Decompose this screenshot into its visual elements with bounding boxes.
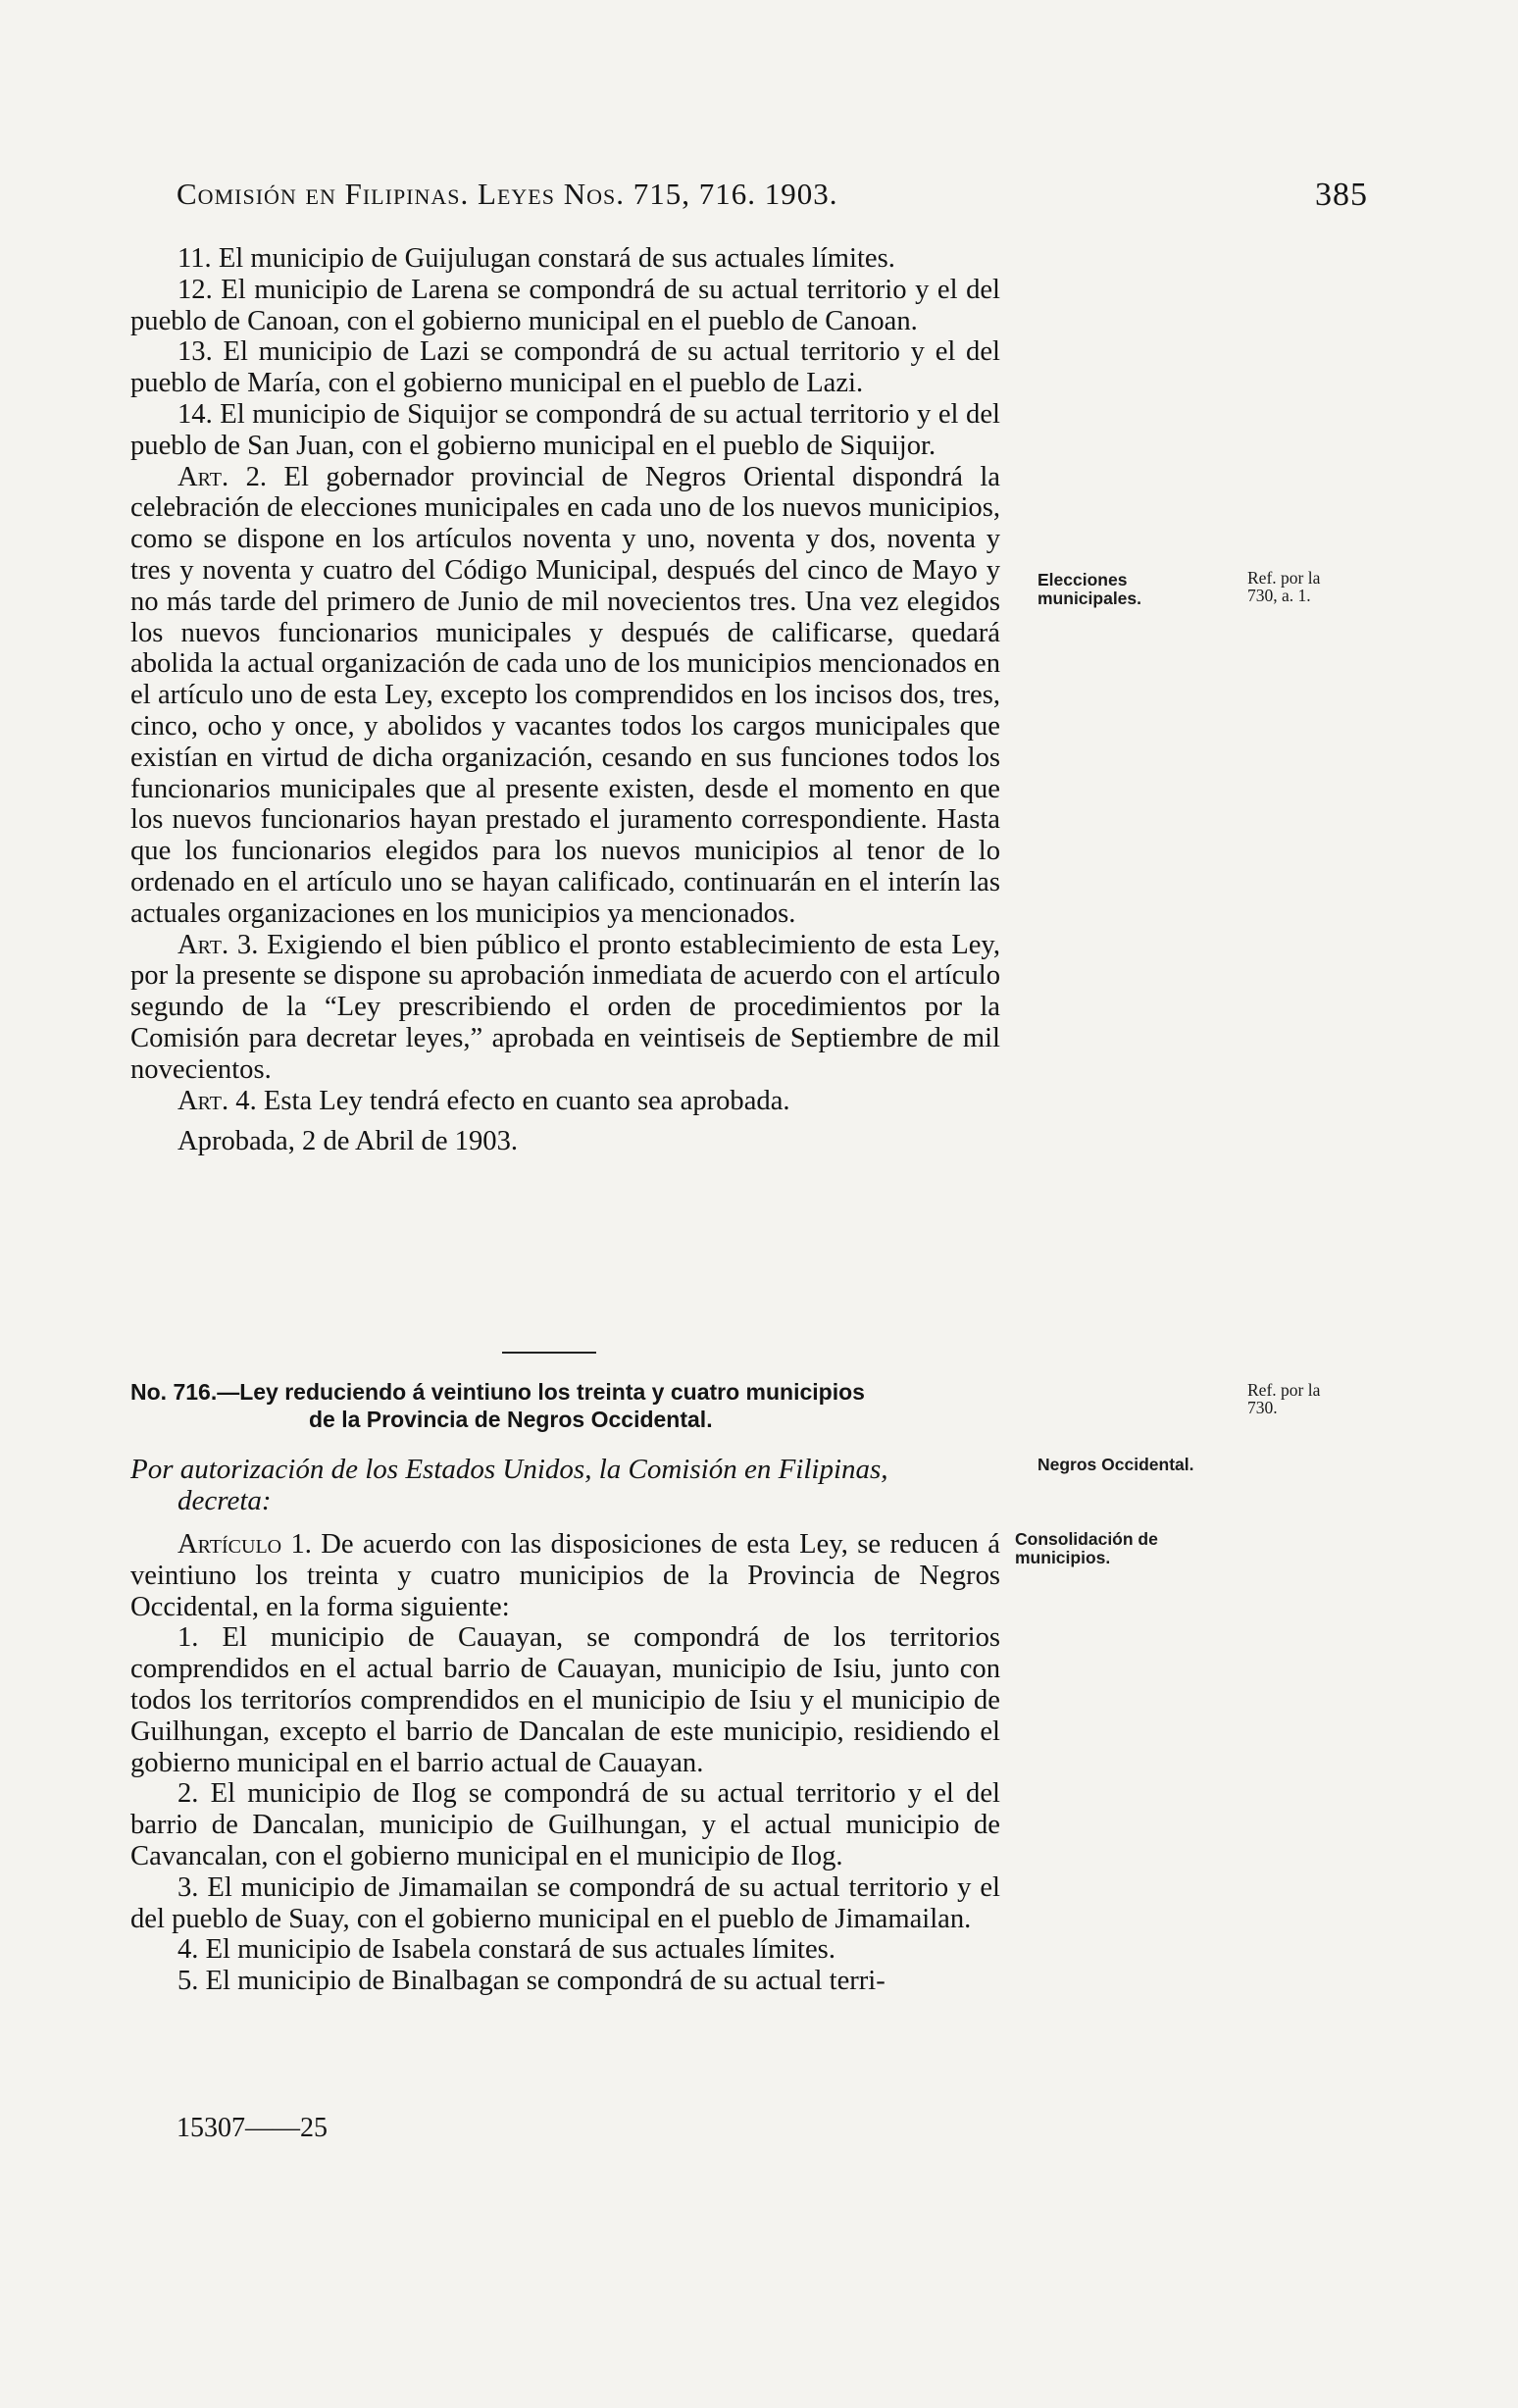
margin-note-consolidacion: Consolidación de municipios. <box>1015 1529 1158 1567</box>
item-3: 3. El municipio de Jimamailan se compondrá de su actual territorio y el del pueblo de Suay, con el gobierno municipal en el pueblo de Jimamailan. <box>130 1871 1000 1934</box>
article-2-label: Art. 2. <box>177 461 268 492</box>
section-divider <box>502 1352 596 1354</box>
margin-ref-730-a1: Ref. por la 730, a. 1. <box>1247 568 1321 605</box>
article-3-text: Exigiendo el bien público el pronto establecimiento de esta Ley, por la presente se dispone su aprobación inmediata de acuerdo con el artículo segundo de la “Ley prescribiendo el orden de procedimientos por la Comisión para decretar leyes,” aprobada en veintiseis de Septiembre de mil novecientos. <box>130 929 1000 1085</box>
signature-line: 15307——25 <box>177 2113 328 2143</box>
law-716-title <box>130 1378 1000 1433</box>
law-716-title-line2: de la Provincia de Negros Occidental. <box>309 1407 713 1432</box>
item-4: 4. El municipio de Isabela constará de sus actuales límites. <box>177 1934 835 1966</box>
enacting-line2: decreta: <box>177 1485 272 1516</box>
margin-note-elecciones: Elecciones municipales. <box>1037 570 1142 608</box>
item-1: 1. El municipio de Cauayan, se compondrá de los territorios comprendidos en el actual barrio de Cauayan, municipio de Isiu, junto con todos los territoríos comprendidos en el municipio de Isiu y el municipio de Guilhungan, excepto el barrio de Dancalan de este municipio, residiendo el gobierno municipal en el barrio actual de Cauayan. <box>130 1622 1000 1778</box>
page-number: 385 <box>1315 177 1368 213</box>
paragraph-12: 12. El municipio de Larena se compondrá de su actual territorio y el del pueblo de Canoan, con el gobierno municipal en el pueblo de Canoan. <box>130 274 1000 336</box>
article-4-label: Art. 4. <box>177 1085 257 1116</box>
law-716-body <box>130 1529 1000 1997</box>
approval-date: Aprobada, 2 de Abril de 1903. <box>177 1126 519 1157</box>
paragraph-13: 13. El municipio de Lazi se compondrá de su actual territorio y el del pueblo de María, con el gobierno municipal en el pueblo de Lazi. <box>130 336 1000 399</box>
running-title: Comisión en Filipinas. Leyes Nos. 715, 716. 1903. <box>177 177 838 211</box>
enacting-line1: Por autorización de los Estados Unidos, la Comisión en Filipinas, <box>130 1454 888 1485</box>
margin-note-negros: Negros Occidental. <box>1037 1455 1194 1474</box>
article-2 <box>130 462 1000 930</box>
law-716-title-line1: No. 716.—Ley reduciendo á veintiuno los treinta y cuatro municipios <box>130 1379 865 1405</box>
article-3 <box>130 930 1000 1086</box>
law-715-continuation <box>130 243 1000 1157</box>
margin-ref-730: Ref. por la 730. <box>1247 1380 1321 1417</box>
item-2: 2. El municipio de Ilog se compondrá de su actual territorio y el del barrio de Dancalan, municipio de Guilhungan, y el actual municipio de Cavancalan, con el gobierno municipal en el municipio de Ilog. <box>130 1778 1000 1871</box>
article-4-text: Esta Ley tendrá efecto en cuanto sea aprobada. <box>263 1085 790 1116</box>
paragraph-14: 14. El municipio de Siquijor se compondrá de su actual territorio y el del pueblo de San Juan, con el gobierno municipal en el pueblo de Siquijor. <box>130 398 1000 461</box>
article-1-text: De acuerdo con las disposiciones de esta Ley, se reducen á veintiuno los treinta y cuatro municipios de la Provincia de Negros Occidental, en la forma siguiente: <box>130 1529 1000 1622</box>
article-1 <box>130 1529 1000 1622</box>
item-5: 5. El municipio de Binalbagan se compondrá de su actual terri- <box>177 1966 886 1997</box>
article-1-label: Artículo 1. <box>177 1529 312 1560</box>
paragraph-11: 11. El municipio de Guijulugan constará de sus actuales límites. <box>177 243 895 274</box>
article-4 <box>130 1086 1000 1117</box>
enacting-clause <box>130 1454 1000 1516</box>
running-header <box>177 177 1368 216</box>
article-2-text: El gobernador provincial de Negros Oriental dispondrá la celebración de elecciones municipales en cada uno de los nuevos municipios, como se dispone en los artículos noventa y uno, noventa y dos, noventa y tres y noventa y cuatro del Código Municipal, después del cinco de Mayo y no más tarde del primero de Junio de mil novecientos tres. Una vez elegidos los nuevos funcionarios municipales y después de calificarse, quedará abolida la actual organización de cada uno de los municipios mencionados en el artículo uno de esta Ley, excepto los comprendidos en los incisos dos, tres, cinco, ocho y once, y abolidos y vacantes todos los cargos municipales que existían en virtud de dicha organización, cesando en sus funciones todos los funcionarios municipales que al presente existen, desde el momento en que los nuevos funcionarios hayan prestado el juramento correspondiente. Hasta que los funcionarios elegidos para los nuevos municipios al tenor de lo ordenado en el artículo uno se hayan calificado, continuarán en el interín las actuales organizaciones en los municipios ya mencionados. <box>130 461 1001 929</box>
article-3-label: Art. 3. <box>177 929 259 960</box>
